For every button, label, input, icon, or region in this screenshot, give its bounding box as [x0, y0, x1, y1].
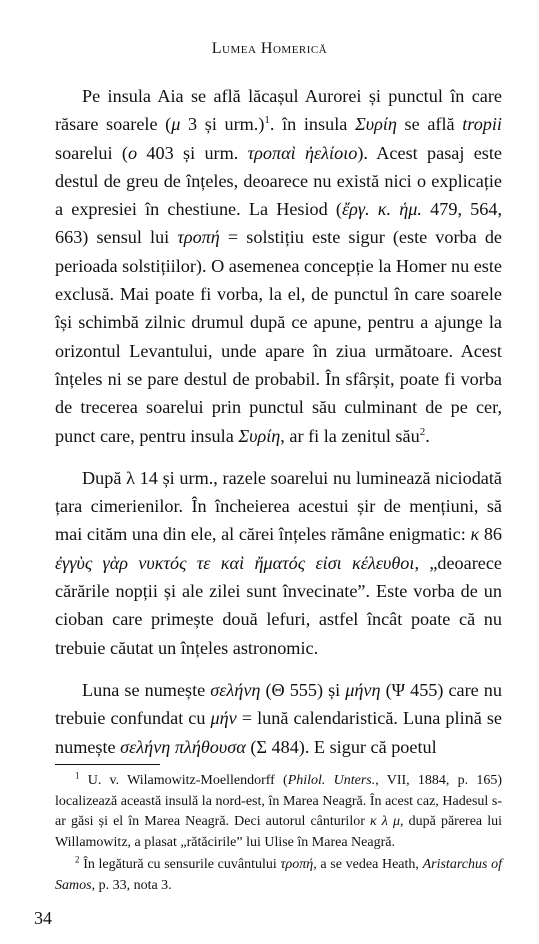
italic-phrase: Συρίη	[354, 114, 397, 135]
text-run: , ar fi la zenitul său	[280, 425, 420, 446]
main-text	[55, 82, 502, 775]
text-run: , după părerea lui Willamowitz, a plasat „rătăcirile” lui Ulise în Marea Neagră.	[55, 814, 503, 850]
text-run: 3 și urm.)	[180, 114, 265, 135]
text-run: Pe insula Aia se află lăcașul Aurorei și punctul în care răsare soarele (	[55, 86, 502, 135]
text-run: , „deoarece cărările nopții și ale zilei sunt învecinate”. Este vorba de un cioban care primește două lefuri, astfel încât poate că nu trebuie căutat un înțeles astronomic.	[55, 552, 502, 658]
italic-phrase: Philol. Unters.	[287, 773, 376, 788]
text-run: După λ 14 și urm., razele soarelui nu luminează niciodată țara cimerienilor. În încheierea acestui șir de mențiuni, să mai cităm una din ele, al cărei înțeles rămâne enigmatic:	[55, 467, 502, 545]
running-head: Lumea Homerică	[211, 40, 328, 57]
italic-phrase: μ	[171, 114, 181, 135]
text-run: În legătură cu sensurile cuvântului	[79, 857, 281, 872]
italic-phrase: μήνη	[345, 679, 381, 700]
footnotes	[55, 771, 502, 898]
italic-phrase: τροπή	[280, 857, 314, 872]
text-run: .	[425, 425, 430, 446]
text-run: U. v. Wilamowitz-Moellendorff (	[79, 773, 288, 788]
italic-phrase: ἔργ. κ. ἡμ.	[342, 199, 422, 220]
page-number: 34	[34, 908, 52, 928]
text-run: 479, 564, 663) sensul lui	[55, 199, 503, 248]
text-run: = solstițiu este sigur (este vorba de perioada solstițiilor). O asemenea concepție la Homer nu este exclusă. Mai poate fi vorba, la el, de punctul în care soarele își schimbă zilnic drumul după ce apune, pentru a ajunge la orizontul Levantului, unde apare în ziua următoare. Acest înțeles ni se pare destul de probabil. În sfârșit, poate fi vorba de trecerea soarelui prin punctul său culminant de pe cer, punct care, pentru insula	[55, 227, 502, 446]
text-run: ). Acest pasaj este destul de greu de înțeles, deoarece nu există nici o explicație a expresiei în chestiune. La Hesiod (	[55, 142, 502, 220]
footnote-divider	[55, 764, 160, 765]
italic-phrase: tropii	[462, 114, 502, 135]
text-run: , a se vedea Heath,	[313, 857, 423, 872]
italic-phrase: ἐγγὺς γὰρ νυκτός τε καὶ ἤματός εἰσι κέλευθοι	[55, 552, 415, 573]
text-run: , VII, 1884, p. 165) localizează această insulă la nord-est, în Marea Neagră. În acest caz, Hadesul s-ar găsi și el în Marea Neagră. Deci autorul cânturilor	[55, 773, 502, 829]
footnote	[55, 855, 502, 896]
text-run: (Θ 555) și	[260, 679, 346, 700]
italic-phrase: σελήνη πλήθουσα	[120, 736, 246, 757]
text-run: 403 și urm.	[137, 142, 248, 163]
text-run: soarelui (	[55, 142, 128, 163]
italic-phrase: Συρίη	[238, 425, 281, 446]
text-run: (Σ 484). E sigur că poetul	[245, 736, 437, 757]
italic-phrase: Aristarchus of Samos	[55, 857, 502, 893]
paragraph	[55, 464, 502, 662]
paragraph	[55, 82, 502, 450]
italic-phrase: σελήνη	[210, 679, 261, 700]
footnote-marker: 1	[264, 114, 270, 127]
text-run: se află	[396, 114, 463, 135]
italic-phrase: κ λ μ	[369, 814, 401, 829]
italic-phrase: μήν	[210, 708, 237, 729]
paragraph	[55, 676, 502, 761]
italic-phrase: τροπή	[177, 227, 220, 248]
text-run: . în insula	[269, 114, 355, 135]
footnote	[55, 771, 502, 853]
text-run: Luna se numește	[82, 679, 211, 700]
footnote-marker: 1	[75, 770, 80, 781]
text-run: 86	[479, 524, 503, 545]
text-run: = lună calendaristică. Luna plină se numește	[55, 708, 502, 757]
text-run: , p. 33, nota 3.	[91, 877, 172, 893]
footnote-marker: 2	[419, 425, 426, 438]
italic-phrase: ο	[127, 142, 138, 163]
italic-phrase: τροπαὶ ἠελίοιο	[247, 142, 358, 163]
italic-phrase: κ	[470, 524, 480, 545]
text-run: (Ψ 455) care nu trebuie confundat cu	[55, 679, 502, 729]
footnote-marker: 2	[75, 854, 80, 865]
